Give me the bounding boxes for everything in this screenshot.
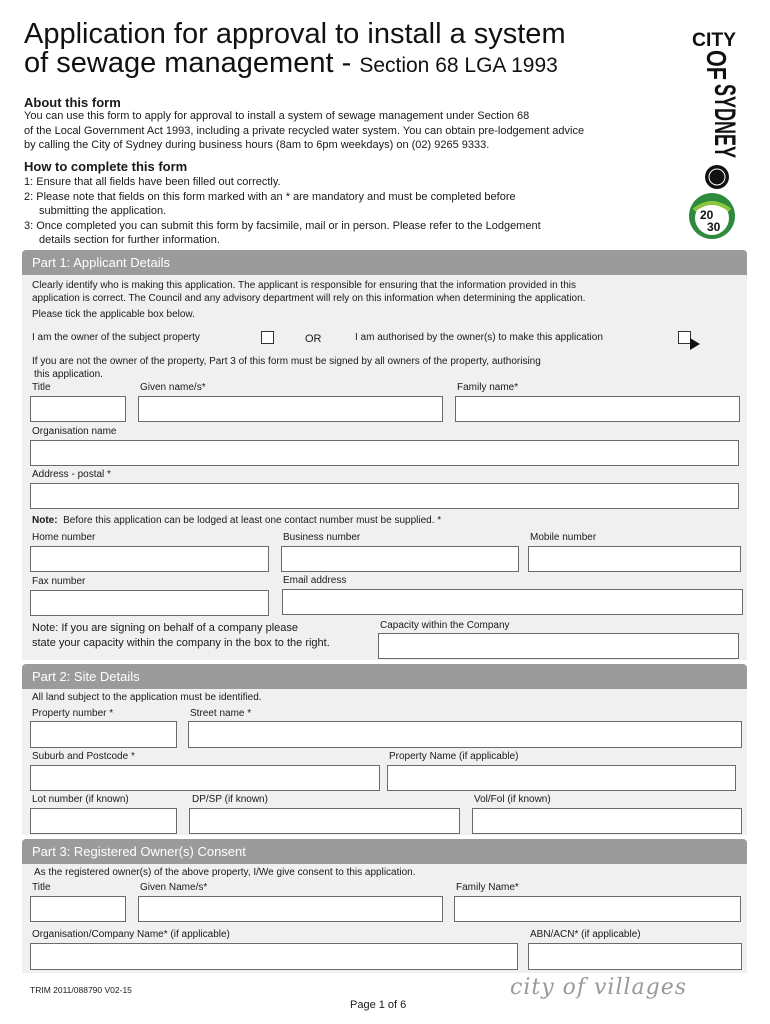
dpsp-input[interactable] (189, 808, 460, 834)
fax-number-label: Fax number (32, 576, 86, 587)
organisation-label: Organisation name (32, 426, 117, 437)
business-number-label: Business number (283, 532, 361, 543)
capacity-label: Capacity within the Company (380, 620, 510, 631)
family-name-label: Family name* (457, 382, 519, 393)
about-line-1: You can use this form to apply for approval to install a system of sewage management under Section 68 (24, 110, 530, 122)
part1-header: Part 1: Applicant Details (22, 250, 747, 275)
trim-reference: TRIM 2011/088790 V02-15 (30, 985, 132, 995)
note-bold: Note: (32, 515, 58, 526)
street-name-input[interactable] (188, 721, 742, 748)
not-owner-note (32, 355, 541, 381)
part1-intro (32, 279, 585, 305)
fax-number-input[interactable] (30, 590, 269, 616)
authorised-label: I am authorised by the owner(s) to make this application (355, 332, 603, 343)
owner-checkbox[interactable] (261, 331, 274, 344)
how-step-3-cont: details section for further information. (39, 234, 220, 246)
home-number-input[interactable] (30, 546, 269, 572)
consent-intro: As the registered owner(s) of the above property, I/We give consent to this application. (34, 867, 416, 878)
how-step-3: 3: Once completed you can submit this form by facsimile, mail or in person. Please refer to the Lodgement (24, 219, 541, 232)
badge-bottom-text: 30 (707, 220, 721, 234)
badge-top-text: 20 (700, 208, 714, 222)
title-label: Title (32, 382, 51, 393)
not-owner-line-1: If you are not the owner of the property, Part 3 of this form must be signed by all owners of the property, authorising (32, 356, 541, 367)
how-heading: How to complete this form (24, 159, 188, 174)
owner-label: I am the owner of the subject property (32, 332, 200, 343)
owner-family-name-input[interactable] (454, 896, 741, 922)
city-of-villages-tagline: city of villages (510, 975, 688, 1000)
logo-sydney-text: SYDNEY (708, 84, 741, 190)
property-number-label: Property number * (32, 708, 114, 719)
home-number-label: Home number (32, 532, 96, 543)
address-label: Address - postal * (32, 469, 111, 480)
mobile-number-input[interactable] (528, 546, 741, 572)
city-of-sydney-logo (690, 20, 742, 190)
email-input[interactable] (282, 589, 743, 615)
part1-intro-1: Clearly identify who is making this application. The applicant is responsible for ensuring that the information provided in this (32, 280, 576, 291)
capacity-note-1: Note: If you are signing on behalf of a company please (32, 622, 299, 634)
how-step-2: 2: Please note that fields on this form marked with an * are mandatory and must be completed before (24, 190, 516, 203)
sydney-2030-badge (688, 192, 736, 240)
not-owner-line-2: this application. (34, 369, 103, 380)
property-name-label: Property Name (if applicable) (389, 751, 519, 762)
title-line-1: Application for approval to install a system (24, 18, 566, 50)
lot-number-input[interactable] (30, 808, 177, 834)
arrow-pointer-icon (690, 338, 700, 350)
title-input[interactable] (30, 396, 126, 422)
contact-note (32, 515, 441, 527)
page-number: Page 1 of 6 (350, 999, 407, 1011)
dpsp-label: DP/SP (if known) (192, 794, 268, 805)
about-text (24, 109, 584, 153)
capacity-input[interactable] (378, 633, 739, 659)
capacity-note (32, 621, 330, 650)
address-input[interactable] (30, 483, 739, 509)
note-text: Before this application can be lodged at least one contact number must be supplied. * (63, 515, 442, 526)
volfol-input[interactable] (472, 808, 742, 834)
about-line-2: of the Local Government Act 1993, including a private recycled water system. You can obtain pre-lodgement advice (24, 124, 585, 137)
site-intro: All land subject to the application must be identified. (32, 692, 262, 703)
given-name-label: Given name/s* (140, 382, 206, 393)
about-heading: About this form (24, 95, 121, 110)
abn-acn-input[interactable] (528, 943, 742, 970)
owner-family-name-label: Family Name* (456, 882, 519, 893)
how-step-2-cont: submitting the application. (39, 205, 167, 217)
suburb-postcode-input[interactable] (30, 765, 380, 791)
property-number-input[interactable] (30, 721, 177, 748)
form-title (24, 20, 566, 80)
or-label: OR (305, 333, 322, 345)
family-name-input[interactable] (455, 396, 740, 422)
title-line-2 (24, 49, 566, 80)
tick-instruction: Please tick the applicable box below. (32, 309, 195, 320)
lot-number-label: Lot number (if known) (32, 794, 129, 805)
how-steps (24, 175, 541, 248)
owner-title-input[interactable] (30, 896, 126, 922)
street-name-label: Street name * (190, 708, 252, 719)
abn-acn-label: ABN/ACN* (if applicable) (530, 929, 641, 940)
company-name-input[interactable] (30, 943, 518, 970)
property-name-input[interactable] (387, 765, 736, 791)
owner-title-label: Title (32, 882, 51, 893)
company-name-label: Organisation/Company Name* (if applicable) (32, 929, 230, 940)
how-step-1: 1: Ensure that all fields have been filled out correctly. (24, 176, 281, 188)
part1-intro-2: application is correct. The Council and any advisory department will rely on this information when determining the application. (32, 293, 586, 304)
part2-header: Part 2: Site Details (22, 664, 747, 689)
mobile-number-label: Mobile number (530, 532, 597, 543)
about-line-3: by calling the City of Sydney during business hours (8am to 6pm weekdays) on (02) 9265 9333. (24, 139, 490, 151)
volfol-label: Vol/Fol (if known) (474, 794, 551, 805)
title-section-part: Section 68 LGA 1993 (359, 54, 558, 77)
organisation-input[interactable] (30, 440, 739, 466)
part3-header: Part 3: Registered Owner(s) Consent (22, 839, 747, 864)
owner-given-name-input[interactable] (138, 896, 443, 922)
title-main-part: of sewage management - (24, 47, 360, 79)
logo-of-text: OF (701, 50, 732, 89)
logo-city-text: CITY (692, 30, 737, 51)
given-name-input[interactable] (138, 396, 443, 422)
business-number-input[interactable] (281, 546, 519, 572)
email-label: Email address (283, 575, 347, 586)
capacity-note-2: state your capacity within the company in the box to the right. (32, 636, 330, 649)
owner-given-name-label: Given Name/s* (140, 882, 208, 893)
suburb-postcode-label: Suburb and Postcode * (32, 751, 135, 762)
